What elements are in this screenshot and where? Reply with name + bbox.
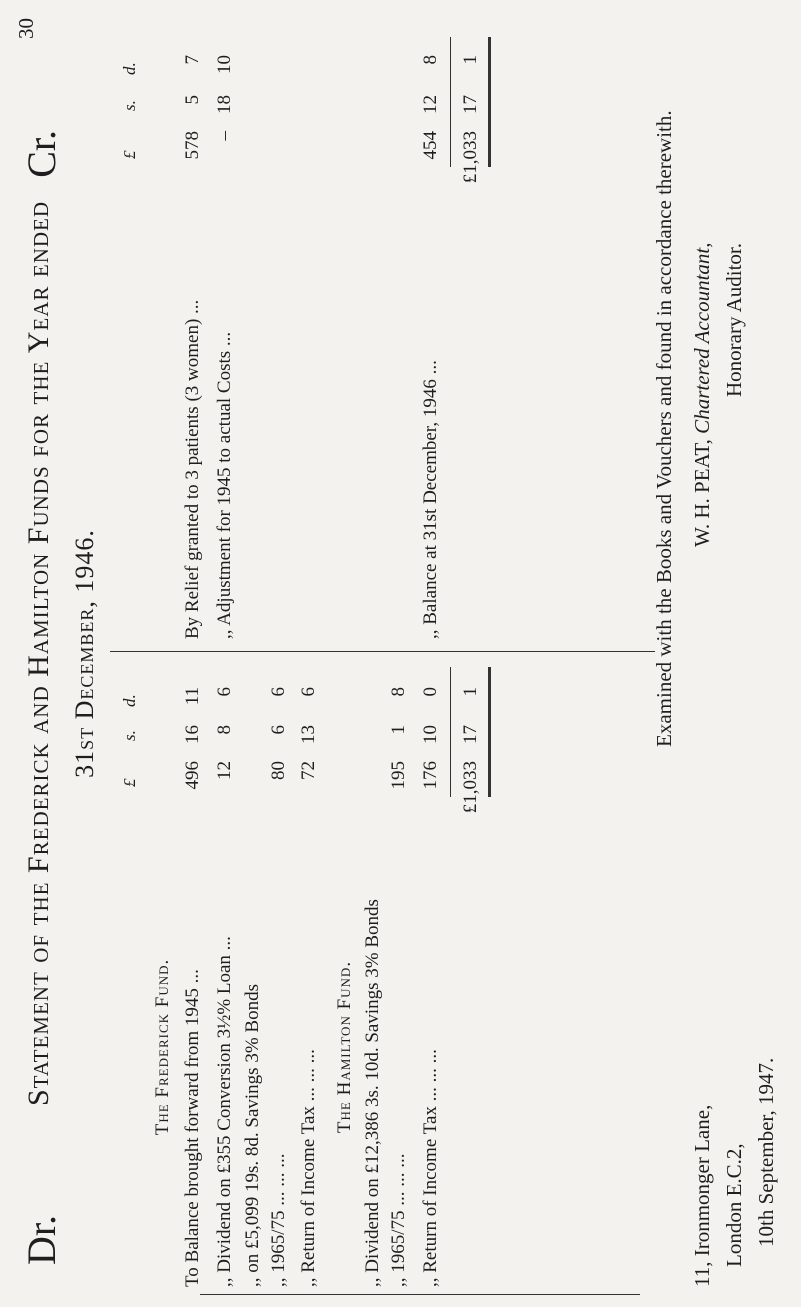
ledger-row (210, 0, 240, 1307)
row-label: ,, Return of Income Tax ... ... ... (420, 1049, 441, 1287)
ledger-row (178, 0, 208, 1307)
ledger-row (264, 0, 294, 1307)
total-pence: 1 (460, 687, 481, 697)
row-pounds: 454 (420, 131, 441, 160)
auditor-name: W. H. PEAT, (690, 439, 714, 547)
pence-header: d. (120, 62, 139, 75)
address-line: London E.C.2, (722, 1143, 746, 1267)
shillings-header: s. (120, 100, 139, 111)
row-pence: 0 (420, 687, 441, 697)
row-label: ,, Balance at 31st December, 1946 ... (420, 360, 441, 639)
total-shillings: 17 (460, 725, 481, 744)
total-pounds: £1,033 (460, 131, 481, 184)
pounds-header: £ (120, 778, 139, 787)
row-label: ,, 1965/75 ... ... ... (388, 1153, 409, 1287)
row-label: ,, Adjustment for 1945 to actual Costs ... (214, 331, 235, 639)
ledger-row (294, 0, 324, 1307)
address-line: 10th September, 1947. (754, 1057, 778, 1247)
row-pounds: 80 (268, 761, 289, 780)
row-shillings: 16 (182, 725, 203, 744)
row-pence: 6 (214, 687, 235, 697)
shillings-header: s. (120, 730, 139, 741)
debit-total-top-rule (450, 667, 451, 797)
row-label: ,, Return of Income Tax ... ... ... (298, 1049, 319, 1287)
debit-total-bottom-rule (488, 667, 491, 797)
row-pounds: 12 (214, 761, 235, 780)
row-pence: 7 (182, 55, 203, 65)
row-label: ,, Dividend on £355 Conversion 3½% Loan ... (214, 936, 235, 1287)
total-pence: 1 (460, 55, 481, 65)
row-pounds: 578 (182, 131, 203, 160)
ledger-row (416, 0, 446, 1307)
hamilton-heading-row (330, 0, 360, 1307)
ledger-row (384, 0, 414, 1307)
pounds-header: £ (120, 150, 139, 159)
row-label: ,, Dividend on £12,386 3s. 10d. Savings 3% Bonds (362, 899, 383, 1287)
row-label: ,, 1965/75 ... ... ... (268, 1153, 289, 1287)
row-shillings: 13 (298, 725, 319, 744)
cr-label: Cr. (19, 130, 64, 178)
total-shillings: 17 (460, 95, 481, 114)
row-shillings: 12 (420, 95, 441, 114)
row-label: To Balance brought forward from 1945 ... (182, 969, 203, 1287)
row-pence: 6 (298, 687, 319, 697)
credit-total-top-rule (450, 37, 451, 167)
hamilton-fund-heading: The Hamilton Fund. (334, 960, 355, 1134)
auditor-signature (690, 243, 715, 548)
frederick-fund-heading: The Frederick Fund. (152, 958, 173, 1136)
pence-header: d. (120, 694, 139, 707)
row-shillings: 6 (268, 725, 289, 735)
row-shillings: 8 (214, 725, 235, 735)
row-shillings: 18 (214, 95, 235, 114)
row-shillings: 1 (388, 725, 409, 735)
frederick-heading-row (148, 0, 178, 1307)
credit-total-row (456, 0, 486, 1307)
row-label: ,, on £5,099 19s. 8d. Savings 3% Bonds (242, 984, 263, 1287)
row-pence: 11 (182, 687, 203, 706)
row-pounds: – (214, 131, 235, 141)
row-shillings: 10 (420, 725, 441, 744)
auditor-role: Honorary Auditor. (722, 243, 746, 397)
credit-total-bottom-rule (488, 37, 491, 167)
address-line: 11, Ironmonger Lane, (690, 1104, 714, 1287)
statement-title: Statement of the Frederick and Hamilton Funds for the Year ended (22, 200, 55, 1107)
row-pounds: 72 (298, 761, 319, 780)
row-pence: 10 (214, 55, 235, 74)
row-shillings: 5 (182, 95, 203, 105)
row-pounds: 176 (420, 761, 441, 790)
row-pounds: 496 (182, 761, 203, 790)
total-pounds: £1,033 (460, 761, 481, 814)
row-pence: 6 (268, 687, 289, 697)
statement-subtitle: 31st December, 1946. (70, 529, 99, 778)
certification-text: Examined with the Books and Vouchers and found in accordance therewith. (652, 110, 676, 747)
row-pence: 8 (420, 55, 441, 65)
row-pounds: 195 (388, 761, 409, 790)
auditor-qualification: Chartered Accountant, (690, 242, 714, 434)
row-label: By Relief granted to 3 patients (3 women) ... (182, 299, 203, 639)
page-number: 30 (14, 18, 38, 39)
dr-label: Dr. (19, 1215, 64, 1265)
row-pence: 8 (388, 687, 409, 697)
